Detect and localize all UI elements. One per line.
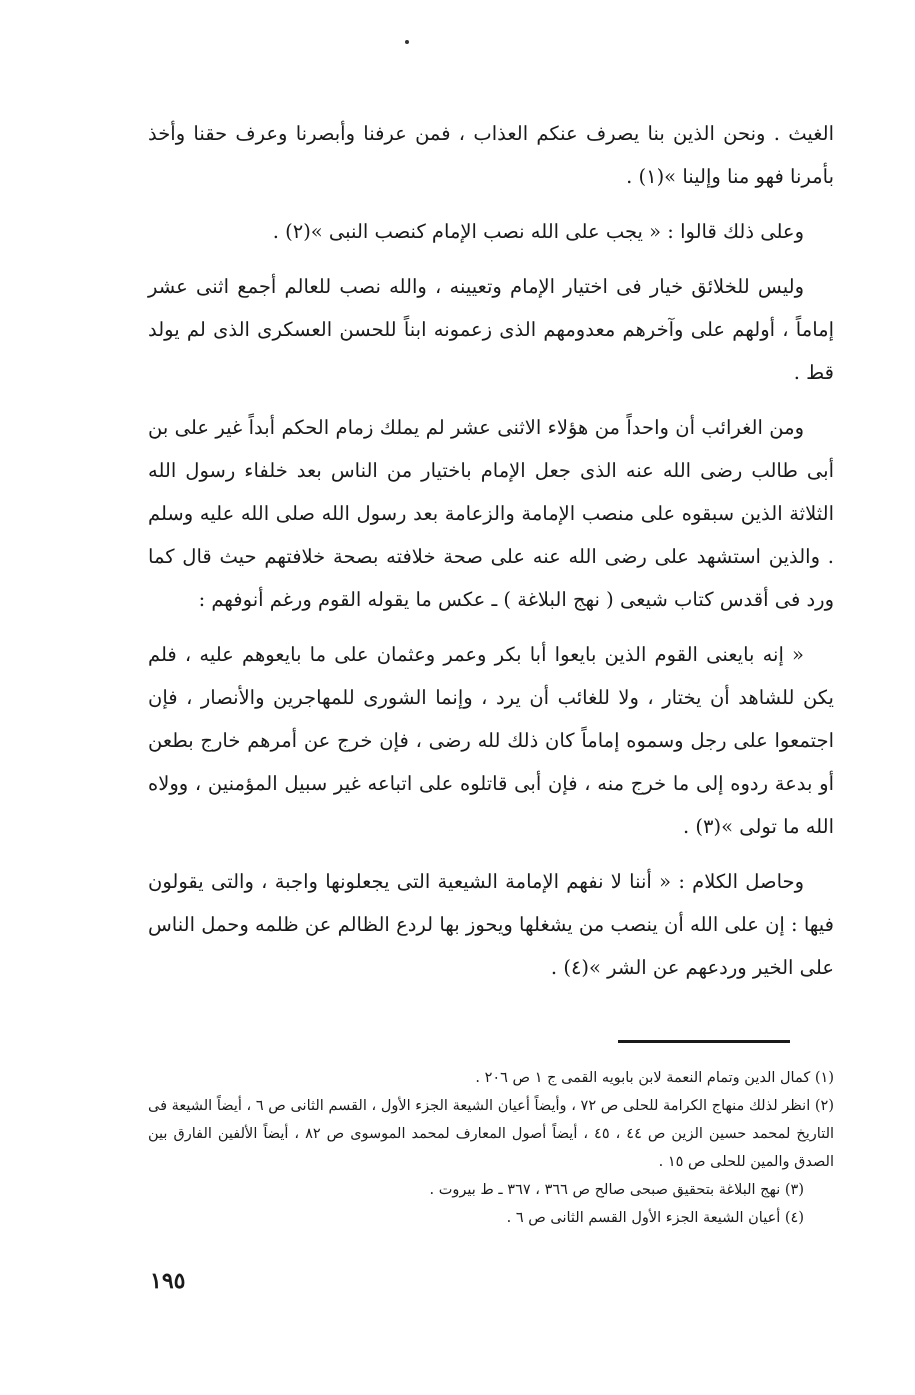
footnote-4: (٤) أعيان الشيعة الجزء الأول القسم الثانى ص ٦ .	[506, 1210, 804, 1226]
paragraph-conclusion: وحاصل الكلام : « أننا لا نفهم الإمامة الشيعية التى يجعلونها واجبة ، والتى يقولون فيها : إن على الله أن ينصب من يشغلها ويحوز بها لردع الظالم عن ظلمه وحمل الناس على الخير وردعهم عن الشر »(٤) .	[148, 870, 834, 979]
paragraph-continuation: الغيث . ونحن الذين بنا يصرف عنكم العذاب ، فمن عرفنا وأبصرنا وعرف حقنا وأخذ بأمرنا فهو منا وإلينا »(١) .	[148, 122, 834, 188]
footnote-separator	[618, 1040, 790, 1043]
paragraph-nahj-quote: « إنه بايعنى القوم الذين بايعوا أبا بكر وعمر وعثمان على ما بايعوهم عليه ، فلم يكن للشاهد أن يختار ، ولا للغائب أن يرد ، وإنما الشورى للمهاجرين والأنصار ، فإن اجتمعوا على رجل وسموه إماماً كان ذلك لله رضى ، فإن خرج عن أمرهم خارج بطعن أو بدعة ردوه إلى ما خرج منه ، فإن أبى قاتلوه على اتباعه غير سبيل المؤمنين ، وولاه الله ما تولى »(٣) .	[148, 643, 834, 838]
footnote-2: (٢) انظر لذلك منهاج الكرامة للحلى ص ٧٢ ، وأيضاً أعيان الشيعة الجزء الأول ، القسم الثانى ص ٦ ، أيضاً الشيعة فى التاريخ لمحمد حسين الزين ص ٤٤ ، ٤٥ ، أيضاً أصول المعارف لمحمد الموسوى ص ٨٢ ، أيضاً الألفين الفارق بين الصدق والمين للحلى ص ١٥ .	[148, 1098, 835, 1170]
footnote-3: (٣) نهج البلاغة بتحقيق صبحى صالح ص ٣٦٦ ، ٣٦٧ ـ ط بيروت .	[429, 1182, 804, 1198]
footnotes	[148, 1064, 834, 1232]
paragraph-imam-appointment: وعلى ذلك قالوا : « يجب على الله نصب الإمام كنصب النبى »(٢) .	[272, 220, 804, 243]
page-speck	[405, 40, 409, 44]
paragraph-oddities: ومن الغرائب أن واحداً من هؤلاء الاثنى عشر لم يملك زمام الحكم أبداً غير على بن أبى طالب رضى الله عنه الذى جعل الإمام باختيار من الناس بعد خلفاء رسول الله الثلاثة الذين سبقوه على منصب الإمامة والزعامة بعد رسول الله صلى الله عليه وسلم . والذين استشهد على رضى الله عنه على صحة خلافته بصحة خلافتهم حيث قال كما ورد فى أقدس كتاب شيعى ( نهج البلاغة ) ـ عكس ما يقوله القوم ورغم أنوفهم :	[148, 416, 834, 611]
paragraph-twelve-imams: وليس للخلائق خيار فى اختيار الإمام وتعيينه ، والله نصب للعالم أجمع اثنى عشر إماماً ، أولهم على وآخرهم معدومهم الذى زعمونه ابناً للحسن العسكرى الذى لم يولد قط .	[148, 275, 834, 384]
page-number: ١٩٥	[150, 1268, 186, 1294]
main-text	[148, 112, 834, 1001]
footnote-1: (١) كمال الدين وتمام النعمة لابن بابويه القمى ج ١ ص ٢٠٦ .	[475, 1070, 834, 1086]
